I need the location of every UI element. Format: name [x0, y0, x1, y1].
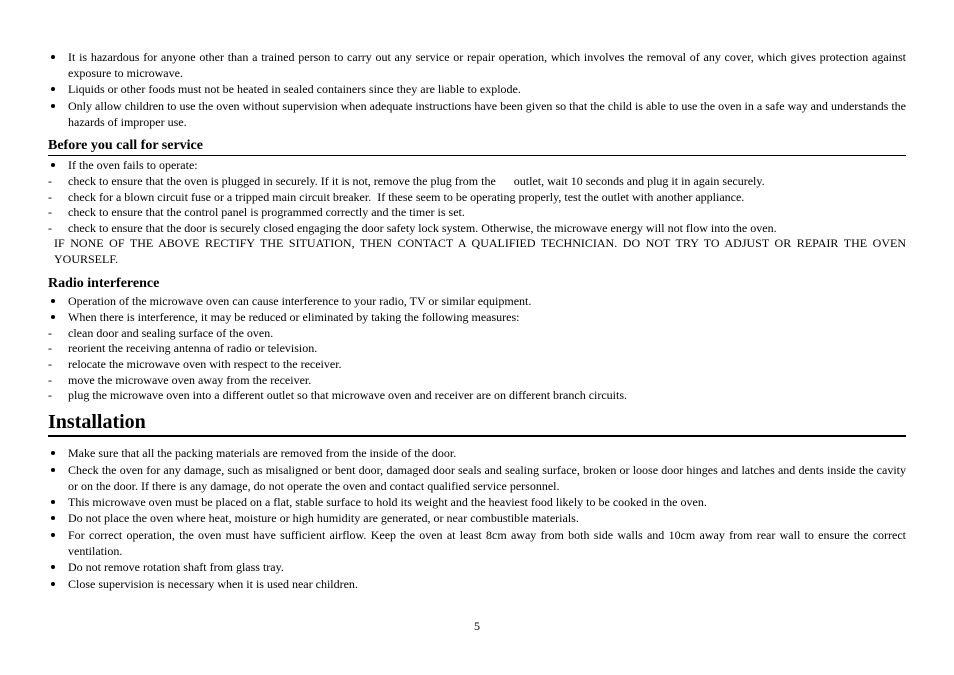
list-item: [48, 510, 906, 526]
dash-marker: -: [48, 326, 52, 340]
service-check: check to ensure that the oven is plugged in securely. If it is not, remove the plug from the outlet, wait 10 seconds and plug it in again securely.: [68, 174, 765, 188]
list-item: [48, 445, 906, 461]
list-item: [48, 293, 906, 309]
installation-item: This microwave oven must be placed on a flat, stable surface to hold its weight and the heaviest food likely to be cooked in the oven.: [68, 495, 707, 509]
bullet-icon: [51, 533, 55, 537]
bullet-icon: [51, 104, 55, 108]
installation-item: For correct operation, the oven must have sufficient airflow. Keep the oven at least 8cm away from both side walls and 10cm away from rear wall to ensure the correct ventilation.: [68, 528, 906, 558]
list-item: [48, 309, 906, 325]
dash-marker: -: [48, 373, 52, 387]
safety-item: Only allow children to use the oven without supervision when adequate instructions have been given so that the child is able to use the oven in a safe way and understands the hazards of improper use.: [68, 99, 906, 129]
bullet-icon: [51, 55, 55, 59]
list-item: [48, 81, 906, 97]
list-item: [48, 387, 906, 403]
bullet-icon: [51, 500, 55, 504]
list-item: [48, 98, 906, 130]
list-item: [48, 220, 906, 236]
list-item: [48, 527, 906, 559]
installation-item: Check the oven for any damage, such as misaligned or bent door, damaged door seals and sealing surface, broken or loose door hinges and latches and dents inside the cavity or on the door. If there is any damage, do not operate the oven and contact qualified service personnel.: [68, 463, 906, 493]
bullet-icon: [51, 516, 55, 520]
dash-marker: -: [48, 341, 52, 355]
bullet-icon: [51, 565, 55, 569]
list-item: [48, 204, 906, 220]
installation-item: Close supervision is necessary when it is used near children.: [68, 577, 358, 591]
bullet-icon: [51, 451, 55, 455]
service-check: check to ensure that the control panel is programmed correctly and the timer is set.: [68, 205, 465, 219]
service-intro: If the oven fails to operate:: [68, 158, 198, 172]
list-item: [48, 559, 906, 575]
section-heading-service: Before you call for service: [48, 137, 906, 156]
radio-measure: move the microwave oven away from the receiver.: [68, 373, 312, 387]
page-number: 5: [474, 619, 480, 633]
list-item: [48, 325, 906, 341]
bullet-icon: [51, 299, 55, 303]
section-heading-radio: Radio interference: [48, 276, 160, 291]
dash-marker: -: [48, 190, 52, 204]
service-notice: IF NONE OF THE ABOVE RECTIFY THE SITUATION, THEN CONTACT A QUALIFIED TECHNICIAN. DO NOT TRY TO ADJUST OR REPAIR THE OVEN YOURSELF.: [54, 236, 906, 266]
installation-item: Make sure that all the packing materials are removed from the inside of the door.: [68, 446, 457, 460]
service-check: check to ensure that the door is securely closed engaging the door safety lock system. Otherwise, the microwave energy will not flow into the oven.: [68, 221, 777, 235]
dash-marker: -: [48, 205, 52, 219]
installation-item: Do not remove rotation shaft from glass tray.: [68, 560, 284, 574]
radio-measure: reorient the receiving antenna of radio or television.: [68, 341, 318, 355]
dash-marker: -: [48, 174, 52, 188]
list-item: [48, 157, 906, 173]
dash-marker: -: [48, 357, 52, 371]
radio-item: Operation of the microwave oven can cause interference to your radio, TV or similar equipment.: [68, 294, 532, 308]
bullet-icon: [51, 582, 55, 586]
list-item: [48, 372, 906, 388]
radio-measure: relocate the microwave oven with respect to the receiver.: [68, 357, 342, 371]
list-item: [48, 356, 906, 372]
installation-item: Do not place the oven where heat, moisture or high humidity are generated, or near combustible materials.: [68, 511, 579, 525]
radio-item: When there is interference, it may be reduced or eliminated by taking the following measures:: [68, 310, 520, 324]
dash-marker: -: [48, 388, 52, 402]
list-item: [48, 173, 906, 189]
list-item: [48, 340, 906, 356]
list-item: [48, 576, 906, 592]
safety-item: It is hazardous for anyone other than a trained person to carry out any service or repair operation, which involves the removal of any cover, which gives protection against exposure to microwave.: [68, 50, 906, 80]
dash-marker: -: [48, 221, 52, 235]
list-item: [48, 49, 906, 81]
bullet-icon: [51, 87, 55, 91]
safety-item: Liquids or other foods must not be heated in sealed containers since they are liable to explode.: [68, 82, 521, 96]
bullet-icon: [51, 163, 55, 167]
radio-measure: plug the microwave oven into a different outlet so that microwave oven and receiver are on different branch circuits.: [68, 388, 628, 402]
bullet-icon: [51, 468, 55, 472]
radio-measure: clean door and sealing surface of the oven.: [68, 326, 274, 340]
list-item: [48, 494, 906, 510]
section-heading-installation: Installation: [48, 410, 906, 437]
list-item: [48, 462, 906, 494]
bullet-icon: [51, 315, 55, 319]
service-check: check for a blown circuit fuse or a tripped main circuit breaker. If these seem to be operating properly, test the outlet with another appliance.: [68, 190, 745, 204]
list-item: [48, 189, 906, 205]
